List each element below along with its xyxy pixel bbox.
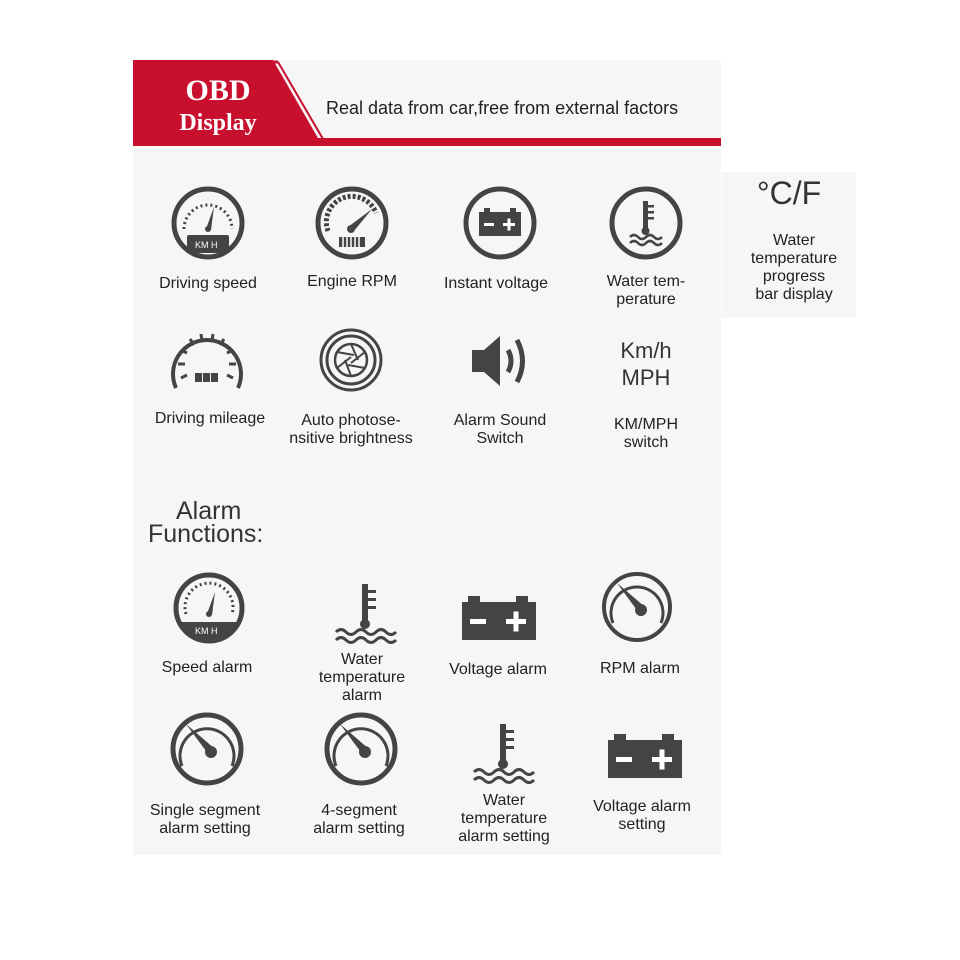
label-line: Water [340, 651, 384, 668]
label-line: alarm [341, 687, 382, 704]
feature-label-km-mph-switch [578, 416, 714, 452]
label-line: alarm setting [159, 820, 251, 837]
feature-label-water-temperature [578, 273, 714, 309]
rpm-gauge-icon [314, 185, 390, 261]
label-line: Instant voltage [443, 275, 549, 292]
feature-label-auto-brightness [278, 412, 424, 448]
speaker-icon [468, 330, 534, 392]
label-line: Auto photose- [301, 412, 401, 429]
label-line: setting [618, 816, 666, 833]
alarm-label-voltage [430, 661, 566, 679]
battery-icon [462, 185, 538, 261]
aperture-icon [318, 327, 384, 393]
label-line: bar display [755, 286, 833, 303]
feature-label-engine-rpm [282, 273, 422, 291]
gauge-icon [170, 712, 244, 786]
alarm-label-water-temperature-setting [436, 792, 572, 846]
unit-kmh-text: Km/h [620, 338, 672, 363]
label-line: Switch [476, 430, 524, 447]
label-line: KM/MPH [614, 416, 678, 433]
feature-label-instant-voltage [425, 275, 567, 293]
odometer-icon [168, 326, 246, 396]
label-line: temperature [750, 250, 838, 267]
obd-banner [133, 60, 721, 148]
gauge-icon [324, 712, 398, 786]
label-line: Engine RPM [307, 273, 397, 290]
label-line: 4-segment [321, 802, 397, 819]
battery-icon [460, 596, 538, 642]
title-line: Functions: [148, 520, 264, 548]
title-line: Alarm [176, 497, 242, 525]
alarm-functions-title [148, 497, 264, 548]
alarm-label-4-segment [290, 802, 428, 838]
label-line: temperature [460, 810, 548, 827]
alarm-label-voltage-setting [574, 798, 710, 834]
label-line: alarm setting [313, 820, 405, 837]
label-line: Water [772, 232, 816, 249]
label-line: progress [762, 268, 826, 285]
banner-tagline: Real data from car,free from external factors [326, 98, 679, 118]
label-line: Water tem- [606, 273, 686, 290]
label-line: alarm setting [458, 828, 550, 845]
alarm-label-water-temperature [296, 651, 428, 705]
label-line: temperature [318, 669, 406, 686]
label-line: Voltage alarm [593, 798, 691, 815]
speedometer-unit-text: KM H [195, 240, 218, 250]
feature-label-driving-mileage [140, 410, 280, 428]
feature-label-water-temperature-progress [722, 232, 866, 304]
speedometer-icon [172, 572, 246, 644]
banner-title [151, 74, 285, 140]
thermometer-icon [608, 185, 684, 261]
unit-mph-text: MPH [621, 365, 671, 390]
label-line: RPM alarm [599, 660, 680, 677]
banner-title-line1: OBD [185, 74, 251, 107]
label-line: perature [616, 291, 676, 308]
banner-title-line2: Display [179, 110, 257, 136]
label-line: Single segment [149, 802, 261, 819]
label-line: Driving mileage [154, 410, 266, 427]
feature-label-driving-speed [140, 275, 276, 293]
celsius-fahrenheit-symbol: °C/F [756, 175, 822, 211]
gauge-icon [601, 571, 673, 643]
label-line: Voltage alarm [449, 661, 547, 678]
alarm-label-speed [140, 659, 274, 677]
unit-text-icon [588, 337, 704, 391]
label-line: Speed alarm [161, 659, 253, 676]
alarm-label-single-segment [134, 802, 276, 838]
alarm-label-rpm [572, 660, 708, 678]
label-line: Driving speed [159, 275, 257, 292]
feature-label-alarm-sound-switch [432, 412, 568, 448]
thermometer-icon [334, 582, 398, 644]
label-line: switch [623, 434, 669, 451]
speedometer-unit-text: KM H [195, 626, 218, 636]
label-line: Water [482, 792, 526, 809]
speedometer-icon [170, 185, 246, 261]
label-line: nsitive brightness [289, 430, 413, 447]
label-line: Alarm Sound [453, 412, 547, 429]
thermometer-icon [472, 722, 536, 784]
battery-icon [606, 734, 684, 780]
